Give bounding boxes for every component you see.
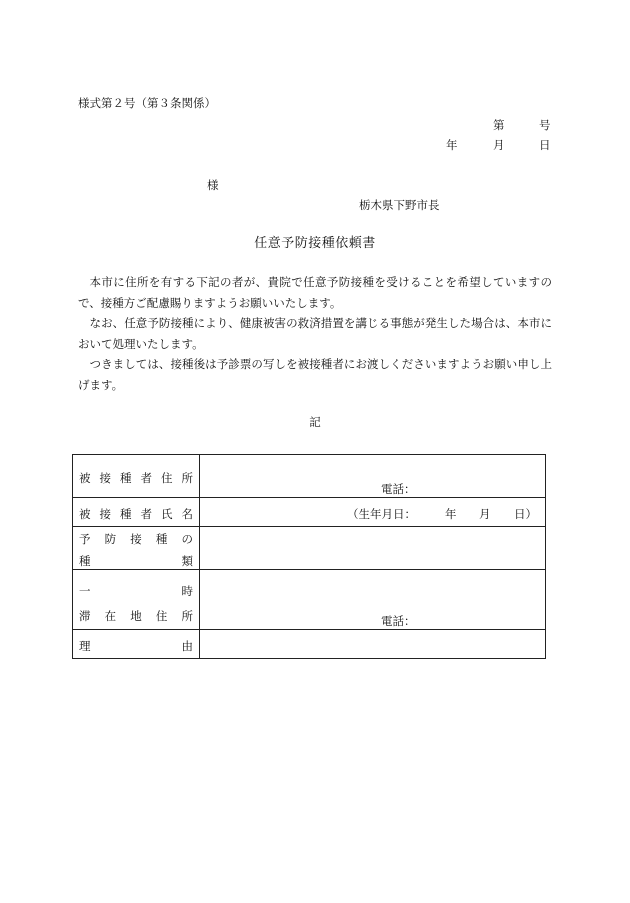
address-phone-label: 電話： bbox=[381, 482, 416, 496]
date-month: 月 bbox=[493, 138, 505, 152]
paragraph: 本市に住所を有する下記の者が、貴院で任意予防接種を受けることを希望していますので、接種方ご配慮賜りますようお願いいたします。 bbox=[78, 275, 552, 310]
form-number: 様式第２号（第３条関係） bbox=[78, 96, 216, 110]
reason-label-cell bbox=[73, 630, 200, 659]
vaccine-type-label-cell bbox=[73, 527, 200, 570]
addressee-suffix: 様 bbox=[207, 178, 219, 192]
date-year: 年 bbox=[446, 138, 458, 152]
vaccine-type-label: 予 防 接 種 の 種 類 bbox=[79, 532, 193, 568]
paragraph: なお、任意予防接種により、健康被害の救済措置を講じる事態が発生した場合は、本市において処理いたします。 bbox=[78, 316, 552, 351]
name-label: 被 接 種 者 氏 名 bbox=[79, 507, 193, 521]
document-title: 任意予防接種依頼書 bbox=[254, 236, 376, 251]
body-text bbox=[78, 272, 552, 395]
table-row-reason bbox=[73, 630, 546, 659]
vaccine-type-value-cell[interactable] bbox=[200, 527, 546, 570]
table-row-name bbox=[73, 498, 546, 527]
date-day: 日 bbox=[539, 138, 551, 152]
temporary-address-label: 一 時 滞 在 地 住 所 bbox=[79, 584, 193, 623]
paragraph: つきましては、接種後は予診票の写しを被接種者にお渡しくださいますようお願い申し上げます。 bbox=[78, 357, 552, 392]
reason-value-cell[interactable] bbox=[200, 630, 546, 659]
table-row-temporary-address bbox=[73, 570, 546, 630]
temporary-address-label-cell bbox=[73, 570, 200, 630]
name-value-cell[interactable] bbox=[200, 498, 546, 527]
address-value-cell[interactable] bbox=[200, 455, 546, 498]
ki-heading: 記 bbox=[309, 415, 321, 429]
birthdate: （生年月日： 年 月 日） bbox=[347, 507, 537, 521]
table-row-vaccine-type bbox=[73, 527, 546, 570]
document-number-suffix: 号 bbox=[539, 118, 551, 132]
issuer: 栃木県下野市長 bbox=[359, 198, 440, 212]
name-label-cell bbox=[73, 498, 200, 527]
table-row-address bbox=[73, 455, 546, 498]
details-table bbox=[72, 454, 546, 659]
reason-label: 理 由 bbox=[79, 639, 193, 653]
address-label: 被 接 種 者 住 所 bbox=[79, 471, 193, 485]
document-number-prefix: 第 bbox=[493, 118, 505, 132]
temporary-phone-label: 電話： bbox=[381, 614, 416, 628]
temporary-address-value-cell[interactable] bbox=[200, 570, 546, 630]
address-label-cell bbox=[73, 455, 200, 498]
